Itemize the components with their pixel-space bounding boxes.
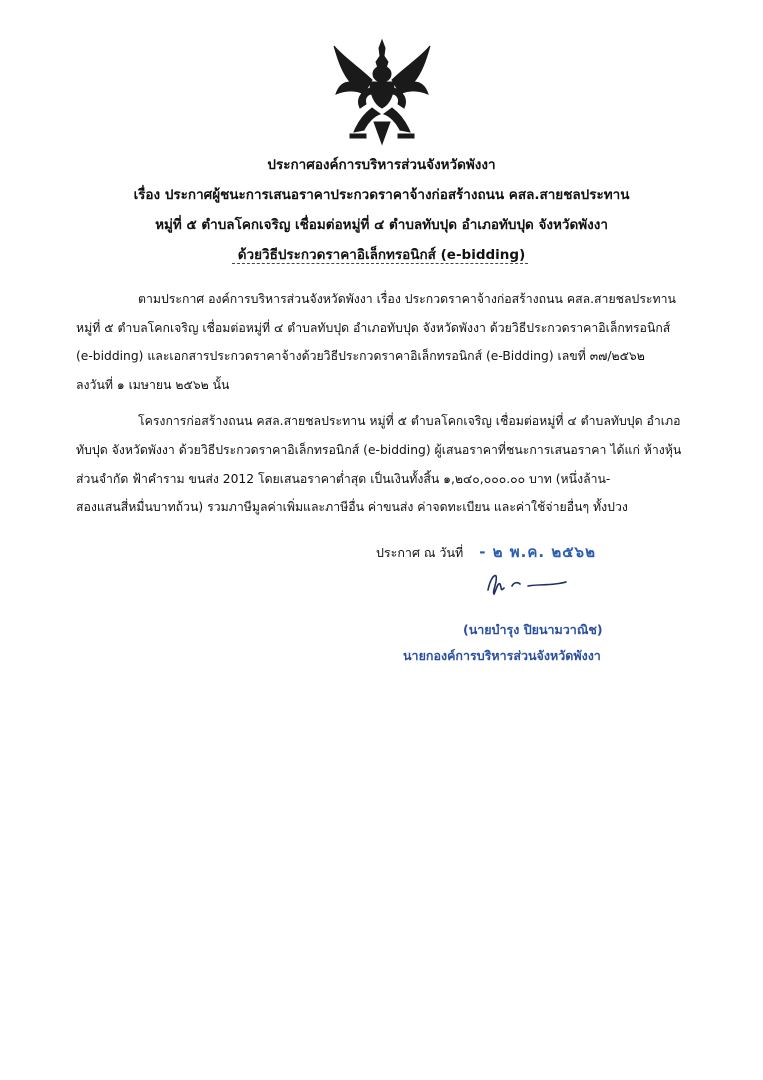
announcement-date-row (376, 540, 596, 564)
paragraph-line: ลงวันที่ ๑ เมษายน ๒๕๖๒ นั้น (76, 377, 230, 392)
garuda-emblem-icon (330, 38, 434, 146)
header-method: ด้วยวิธีประกวดราคาอิเล็กทรอนิกส์ (e-bidding) (237, 247, 526, 263)
document-header (60, 150, 703, 270)
signatory-title: นายกองค์การบริหารส่วนจังหวัดพังงา (403, 648, 601, 663)
paragraph-line: ตามประกาศ องค์การบริหารส่วนจังหวัดพังงา เรื่อง ประกวดราคาจ้างก่อสร้างถนน คสล.สายชลประทาน (138, 292, 676, 306)
document-body (76, 285, 689, 522)
paragraph-line: ส่วนจำกัด ฟ้าคำราม ขนส่ง 2012 โดยเสนอราคาต่ำสุด เป็นเงินทั้งสิ้น ๑,๒๔๐,๐๐๐.๐๐ บาท (หนึ่งล้าน- (76, 471, 611, 486)
header-subject: เรื่อง ประกาศผู้ชนะการเสนอราคาประกวดราคาจ้างก่อสร้างถนน คสล.สายชลประทาน (133, 187, 630, 203)
header-divider (232, 263, 528, 264)
paragraph-line: ทับปุด จังหวัดพังงา ด้วยวิธีประกวดราคาอิเล็กทรอนิกส์ (e-bidding) ผู้เสนอราคาที่ชนะการเสนอราคา ได้แก่ ห้างหุ้น (76, 442, 682, 457)
announcement-date-value: - ๒ พ.ค. ๒๕๖๒ (479, 543, 596, 561)
header-location: หมู่ที่ ๕ ตำบลโคกเจริญ เชื่อมต่อหมู่ที่ ๔ ตำบลทับปุด อำเภอทับปุด จังหวัดพังงา (155, 217, 608, 233)
handwritten-signature (482, 568, 572, 598)
paragraph-line: โครงการก่อสร้างถนน คสล.สายชลประทาน หมู่ที่ ๕ ตำบลโคกเจริญ เชื่อมต่อหมู่ที่ ๔ ตำบลทับปุด อำเภอ (138, 414, 681, 429)
announcement-date-label: ประกาศ ณ วันที่ (376, 545, 464, 560)
paragraph-1 (76, 285, 689, 399)
signatory-name: (นายบำรุง ปิยนามวาณิช) (463, 622, 603, 637)
paragraph-line: (e-bidding) และเอกสารประกวดราคาจ้างด้วยวิธีประกวดราคาอิเล็กทรอนิกส์ (e-Bidding) เลขที่ ๓๗/๒๕๖๒ (76, 349, 645, 364)
paragraph-2 (76, 407, 689, 521)
paragraph-line: สองแสนสี่หมื่นบาทถ้วน) รวมภาษีมูลค่าเพิ่มและภาษีอื่น ค่าขนส่ง ค่าจดทะเบียน และค่าใช้จ่ายอื่นๆ ทั้งปวง (76, 500, 628, 515)
header-title: ประกาศองค์การบริหารส่วนจังหวัดพังงา (267, 157, 496, 173)
paragraph-line: หมู่ที่ ๕ ตำบลโคกเจริญ เชื่อมต่อหมู่ที่ ๔ ตำบลทับปุด อำเภอทับปุด จังหวัดพังงา ด้วยวิธีประกวดราคาอิเล็กทรอนิกส์ (76, 320, 671, 335)
